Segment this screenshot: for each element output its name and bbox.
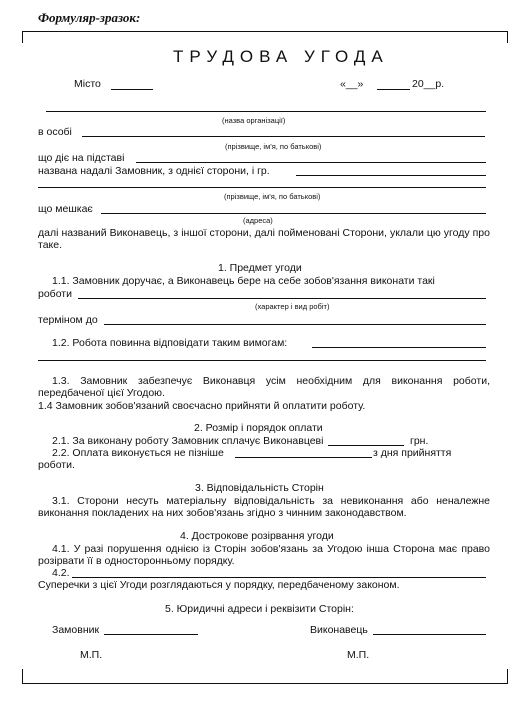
works-field[interactable] bbox=[78, 298, 486, 299]
city-field[interactable] bbox=[111, 89, 153, 90]
customer-signature-label: Замовник bbox=[52, 624, 100, 636]
frame-bottom-line bbox=[22, 683, 508, 684]
acting-basis-label: що діє на підставі bbox=[38, 152, 125, 164]
section-5-heading: 5. Юридичні адреси і реквізити Сторін: bbox=[165, 603, 354, 615]
requirements-field[interactable] bbox=[312, 347, 486, 348]
clause-4-2-label: 4.2. bbox=[52, 567, 70, 579]
date-month-field[interactable] bbox=[377, 89, 410, 90]
frame-bottom-left bbox=[22, 669, 23, 683]
requirements-field-continued[interactable] bbox=[38, 360, 486, 361]
clause-1-1-text: 1.1. Замовник доручає, а Виконавець бере на себе зобов'язання виконати такі bbox=[52, 275, 435, 287]
address-field[interactable] bbox=[101, 213, 486, 214]
contractor-signature-field[interactable] bbox=[373, 634, 486, 635]
term-field[interactable] bbox=[104, 324, 486, 325]
living-label: що мешкає bbox=[38, 203, 93, 215]
form-sample-label: Формуляр-зразок: bbox=[38, 10, 141, 25]
date-day: «__» bbox=[340, 78, 364, 90]
currency-label: грн. bbox=[410, 435, 429, 447]
clause-2-2-suffix: з дня прийняття bbox=[373, 447, 452, 459]
customer-stamp-label: М.П. bbox=[80, 649, 103, 661]
representative-field[interactable] bbox=[82, 136, 485, 137]
clause-1-4-text: 1.4 Замовник зобов'язаний своєчасно прийняти й оплатити роботу. bbox=[38, 400, 366, 412]
organization-field[interactable] bbox=[46, 111, 486, 112]
payment-deadline-field[interactable] bbox=[235, 457, 372, 458]
citizen-hint: (прізвище, ім'я, по батькові) bbox=[224, 192, 321, 201]
contractor-signature-label: Виконавець bbox=[310, 624, 368, 636]
date-year: 20__р. bbox=[412, 78, 445, 90]
section-4-heading: 4. Дострокове розірвання угоди bbox=[180, 530, 334, 542]
section-1-heading: 1. Предмет угоди bbox=[218, 262, 302, 274]
disputes-text: Суперечки з цієї Угоди розглядаються у порядку, передбаченому законом. bbox=[38, 579, 400, 591]
payment-amount-field[interactable] bbox=[328, 445, 404, 446]
frame-top-right bbox=[507, 31, 508, 43]
parties-intro-text: далі названий Виконавець, з іншої сторони, далі пойменовані Сторони, уклали цю угоду про таке. bbox=[38, 227, 490, 251]
contractor-stamp-label: М.П. bbox=[347, 649, 370, 661]
clause-2-2-end: роботи. bbox=[38, 459, 75, 471]
clause-1-1-works-label: роботи bbox=[38, 288, 72, 300]
clause-4-1-text: 4.1. У разі порушення однією із Сторін зобов'язань за Угодою інша Сторона має право розірвати її в односторонньому порядку. bbox=[38, 543, 490, 567]
clause-3-1-text: 3.1. Сторони несуть матеріальну відповідальність за невиконання або неналежне виконання покладених на них зобов'язань згідно з чинним законодавством. bbox=[38, 495, 490, 519]
clause-2-1-text: 2.1. За виконану роботу Замовник сплачує Виконавцеві bbox=[52, 435, 324, 447]
section-2-heading: 2. Розмір і порядок оплати bbox=[194, 422, 323, 434]
frame-bottom-right bbox=[507, 669, 508, 683]
clause-1-2-text: 1.2. Робота повинна відповідати таким вимогам: bbox=[52, 337, 288, 349]
clause-4-2-field[interactable] bbox=[72, 577, 486, 578]
frame-top-line bbox=[22, 31, 508, 32]
city-label: Місто bbox=[74, 78, 101, 90]
organization-hint: (назва організації) bbox=[222, 116, 286, 125]
customer-named-label: названа надалі Замовник, з однієї сторони, і гр. bbox=[38, 165, 270, 177]
representative-hint: (прізвище, ім'я, по батькові) bbox=[225, 142, 322, 151]
section-3-heading: 3. Відповідальність Сторін bbox=[195, 482, 324, 494]
citizen-field-continued[interactable] bbox=[38, 187, 486, 188]
works-hint: (характер і вид робіт) bbox=[255, 302, 330, 311]
address-hint: (адреса) bbox=[243, 216, 273, 225]
frame-top-left bbox=[22, 31, 23, 43]
acting-basis-field[interactable] bbox=[136, 162, 486, 163]
citizen-field[interactable] bbox=[296, 175, 486, 176]
document-title: ТРУДОВА УГОДА bbox=[173, 47, 389, 66]
in-person-label: в особі bbox=[38, 126, 72, 138]
clause-2-2-text: 2.2. Оплата виконується не пізніше bbox=[52, 447, 224, 459]
clause-1-3-text: 1.3. Замовник забезпечує Виконавця усім необхідним для виконання роботи, передбаченої цієї Угодою. bbox=[38, 375, 490, 399]
customer-signature-field[interactable] bbox=[104, 634, 198, 635]
term-label: терміном до bbox=[38, 314, 98, 326]
